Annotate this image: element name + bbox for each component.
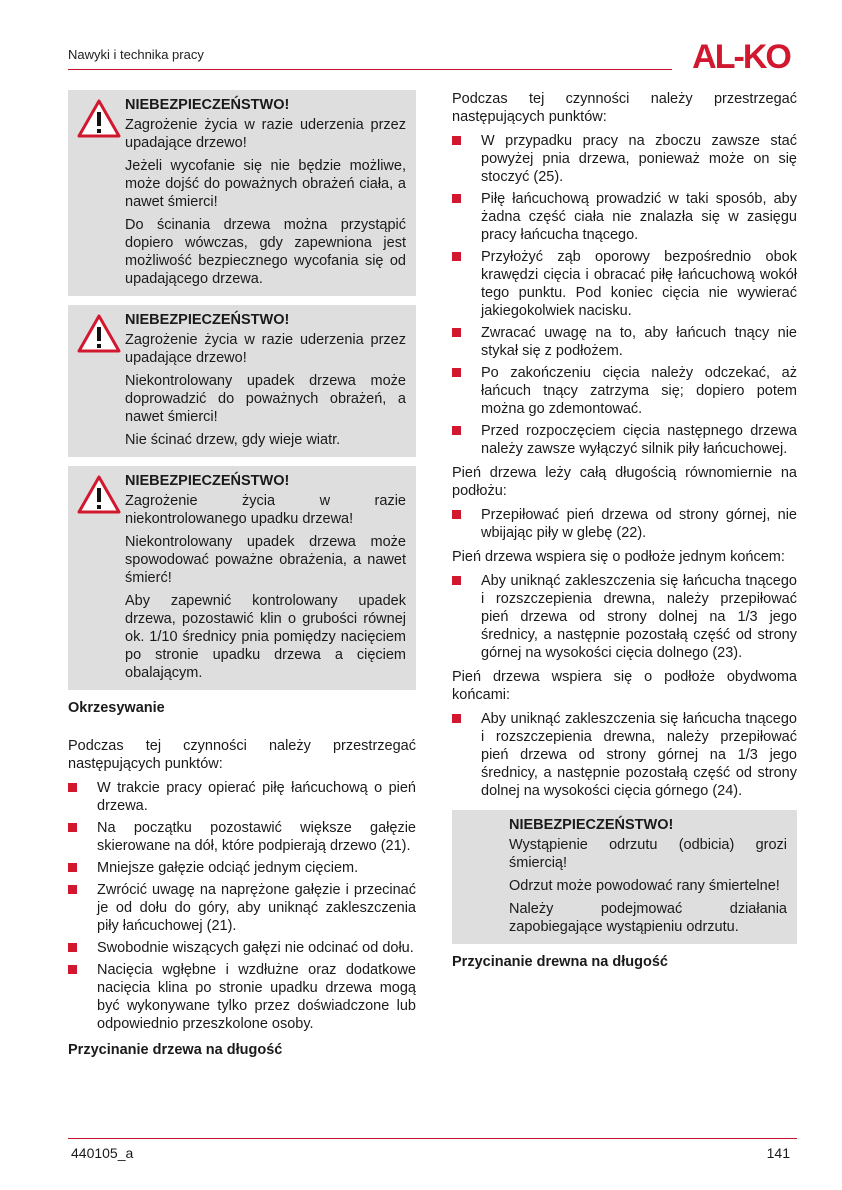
danger-title: NIEBEZPIECZEŃSTWO! (125, 97, 290, 113)
header-divider (68, 69, 672, 70)
bullet-list (452, 132, 797, 458)
danger-box-1 (68, 90, 416, 296)
list-item-text: Aby uniknąć zakleszczenia się łańcucha tnącego i rozszczepienia drewna, należy przepiłować pień drzewa od strony dolnej na 1/3 jego średnicy, a następnie pozostałą część od strony górnej na wysokości cięcia dolnego (23). (481, 573, 797, 661)
danger-text: Wystąpienie odrzutu (odbicia) grozi śmiercią! (509, 837, 787, 871)
paragraph: Pień drzewa wspiera się o podłoże jednym końcem: (452, 549, 785, 565)
list-item-text: Po zakończeniu cięcia należy odczekać, aż łańcuch tnący zatrzyma się; dopiero potem można go zdemontować. (481, 365, 797, 417)
danger-box-4 (452, 810, 797, 944)
bullet-list (452, 572, 797, 662)
list-item (452, 506, 797, 542)
list-item-text: Przepiłować pień drzewa od strony górnej, nie wbijając piły w glebę (22). (481, 507, 797, 541)
list-item-text: Przyłożyć ząb oporowy bezpośrednio obok krawędzi cięcia i obracać piłę łańcuchową wokół tego punktu. Pod koniec cięcia nie wywierać jakiegokolwiek nacisku. (481, 249, 797, 319)
paragraph: Pień drzewa wspiera się o podłoże obydwoma końcami: (452, 669, 797, 703)
list-item (452, 248, 797, 320)
page-number: 141 (766, 1145, 790, 1161)
bullet-square-icon (68, 943, 77, 952)
page-section-title: Nawyki i technika pracy (68, 47, 204, 62)
bullet-square-icon (68, 863, 77, 872)
list-item-text: Swobodnie wiszących gałęzi nie odcinać od dołu. (97, 940, 414, 956)
bullet-square-icon (452, 136, 461, 145)
footer-divider (68, 1138, 797, 1139)
bullet-square-icon (68, 965, 77, 974)
danger-text: Należy podejmować działania zapobiegające wystąpieniu odrzutu. (509, 901, 787, 935)
bullet-list (452, 506, 797, 542)
list-item-text: Piłę łańcuchową prowadzić w taki sposób, aby żadna część ciała nie znalazła się w zasięgu pracy łańcucha tnącego. (481, 191, 797, 243)
warning-triangle-icon (76, 313, 122, 354)
alko-logo (683, 38, 799, 74)
list-item (452, 364, 797, 418)
danger-title: NIEBEZPIECZEŃSTWO! (125, 473, 290, 489)
danger-text: Zagrożenie życia w razie niekontrolowanego upadku drzewa! (125, 493, 406, 527)
list-item-text: Przed rozpoczęciem cięcia następnego drzewa należy zawsze wyłączyć silnik piły łańcuchowej. (481, 423, 797, 457)
danger-text: Niekontrolowany upadek drzewa może spowodować poważne obrażenia, a nawet śmierć! (125, 534, 406, 586)
danger-title: NIEBEZPIECZEŃSTWO! (509, 817, 674, 833)
bullet-square-icon (452, 328, 461, 337)
bullet-square-icon (452, 576, 461, 585)
warning-triangle-icon (76, 98, 122, 139)
list-item-text: Aby uniknąć zakleszczenia się łańcucha tnącego i rozszczepienia drewna, należy przepiłować pień drzewa od strony górnej na 1/3 jego średnicy, a następnie pozostałą część od strony dolnej na wysokości cięcia górnego (24). (481, 711, 797, 799)
danger-text: Aby zapewnić kontrolowany upadek drzewa, pozostawić klin o grubości równej ok. 1/10 średnicy pnia pomiędzy nacięciem po stronie upadku drzewa a cięciem obalającym. (125, 593, 406, 681)
bullet-square-icon (452, 510, 461, 519)
list-item-text: Mniejsze gałęzie odciąć jednym cięciem. (97, 860, 359, 876)
paragraph: Podczas tej czynności należy przestrzegać następujących punktów: (452, 91, 797, 125)
bullet-square-icon (452, 194, 461, 203)
bullet-list (452, 710, 797, 800)
danger-text: Nie ścinać drzew, gdy wieje wiatr. (125, 432, 341, 448)
section-heading-okrzesywanie: Okrzesywanie (68, 700, 165, 716)
list-item (452, 324, 797, 360)
list-item (452, 422, 797, 458)
bullet-square-icon (452, 426, 461, 435)
list-item (68, 939, 416, 957)
paragraph: Podczas tej czynności należy przestrzegać następujących punktów: (68, 738, 416, 772)
danger-text: Jeżeli wycofanie się nie będzie możliwe, może dojść do poważnych obrażeń ciała, a nawet śmierci! (125, 158, 406, 210)
bullet-square-icon (68, 823, 77, 832)
list-item-text: Zwrócić uwagę na naprężone gałęzie i przecinać je od dołu do góry, aby uniknąć zakleszczenia piły łańcuchowej (21). (97, 882, 416, 934)
danger-text: Niekontrolowany upadek drzewa może doprowadzić do poważnych obrażeń, a nawet śmierci! (125, 373, 406, 425)
right-column (452, 90, 797, 991)
danger-box-3 (68, 466, 416, 690)
list-item (68, 961, 416, 1033)
bullet-square-icon (68, 885, 77, 894)
list-item (452, 710, 797, 800)
bullet-square-icon (452, 252, 461, 261)
bullet-square-icon (452, 368, 461, 377)
danger-text: Do ścinania drzewa można przystąpić dopiero wówczas, gdy zapewniona jest możliwość bezpiecznego wycofania się od upadającego drzewa. (125, 217, 406, 287)
list-item-text: Nacięcia wgłębne i wzdłużne oraz dodatkowe nacięcia klina po stronie upadku drzewa mogą być wykonywane tylko przez doświadczone lub odpowiednio przeszkolone osoby. (97, 962, 416, 1032)
list-item-text: W trakcie pracy opierać piłę łańcuchową o pień drzewa. (97, 780, 416, 814)
danger-text: Odrzut może powodować rany śmiertelne! (509, 878, 780, 894)
section-heading-przycinanie-drewna: Przycinanie drewna na długość (452, 954, 668, 970)
list-item (68, 881, 416, 935)
left-column (68, 90, 416, 1079)
danger-text: Zagrożenie życia w razie uderzenia przez upadające drzewo! (125, 117, 406, 151)
bullet-list (68, 779, 416, 1033)
document-code: 440105_a (71, 1145, 134, 1161)
danger-title: NIEBEZPIECZEŃSTWO! (125, 312, 290, 328)
list-item-text: Zwracać uwagę na to, aby łańcuch tnący nie stykał się z podłożem. (481, 325, 797, 359)
list-item (68, 859, 416, 877)
list-item (452, 132, 797, 186)
bullet-square-icon (68, 783, 77, 792)
list-item-text: W przypadku pracy na zboczu zawsze stać powyżej pnia drzewa, ponieważ może on się stoczyć (25). (481, 133, 797, 185)
paragraph: Pień drzewa leży całą długością równomiernie na podłożu: (452, 465, 797, 499)
list-item (68, 819, 416, 855)
list-item (452, 190, 797, 244)
section-heading-przycinanie-drzewa: Przycinanie drzewa na długość (68, 1042, 283, 1058)
list-item (68, 779, 416, 815)
danger-box-2 (68, 305, 416, 457)
list-item-text: Na początku pozostawić większe gałęzie skierowane na dół, które podpierają drzewo (21). (97, 820, 416, 854)
warning-triangle-icon (76, 474, 122, 515)
list-item (452, 572, 797, 662)
svg-text:AL-KO: AL-KO (692, 38, 790, 74)
danger-text: Zagrożenie życia w razie uderzenia przez upadające drzewo! (125, 332, 406, 366)
bullet-square-icon (452, 714, 461, 723)
